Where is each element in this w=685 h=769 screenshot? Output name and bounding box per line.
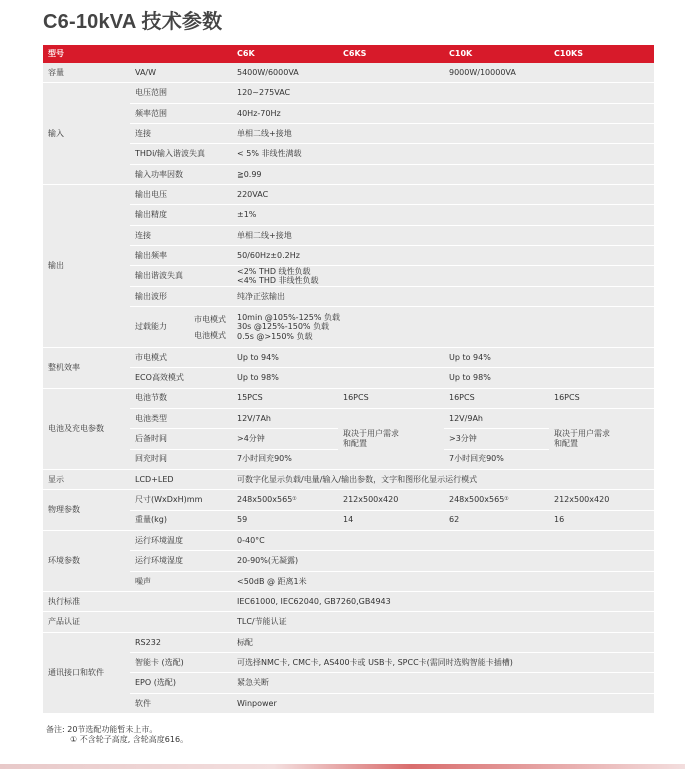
- cat-input: 输入: [43, 83, 130, 185]
- param-value: 15PCS: [232, 389, 338, 409]
- bottom-decor-bar: [0, 764, 685, 769]
- param-value: <50dB @ 距离1米: [232, 572, 654, 592]
- spec-table: [43, 45, 654, 714]
- param-value: 220VAC: [232, 185, 654, 205]
- param-value: <2% THD 线性负载 <4% THD 非线性负载: [232, 266, 654, 286]
- param-value: 标配: [232, 633, 654, 653]
- param-label: 输出波形: [130, 287, 232, 307]
- param-label: 输出精度: [130, 205, 232, 225]
- param-value: 5400W/6000VA: [232, 63, 444, 83]
- param-label: 输出电压: [130, 185, 232, 205]
- param-label: EPO (选配): [130, 673, 232, 693]
- param-value: 10min @105%-125% 负载 30s @125%-150% 负载 0.5s @>150% 负载: [232, 307, 654, 348]
- cat-efficiency: 整机效率: [43, 348, 130, 389]
- overload-cell: [130, 307, 232, 348]
- param-label: 重量(kg): [130, 511, 232, 531]
- param-label: ECO高效模式: [130, 368, 232, 388]
- param-value: >3分钟: [444, 429, 549, 449]
- param-value: 50/60Hz±0.2Hz: [232, 246, 654, 266]
- param-value: 14: [338, 511, 444, 531]
- param-value: 单相二线+接地: [232, 124, 654, 144]
- param-label: 过载能力: [135, 322, 167, 332]
- param-label: 输出频率: [130, 246, 232, 266]
- param-value: Winpower: [232, 694, 654, 714]
- size-c10k: 248x500x565 ①: [444, 490, 549, 510]
- param-label: 后备时间: [130, 429, 232, 449]
- param-value: Up to 98%: [232, 368, 444, 388]
- param-value: 16PCS: [549, 389, 654, 409]
- param-label: 噪声: [130, 572, 232, 592]
- header-model: 型号: [43, 45, 232, 63]
- cat-capacity: 容量: [43, 63, 130, 83]
- cat-display: 显示: [43, 470, 130, 490]
- param-value: < 5% 非线性满载: [232, 144, 654, 164]
- param-value: 取决于用户需求 和配置: [338, 409, 444, 470]
- param-label: 回充时间: [130, 450, 232, 470]
- size-c6k: 248x500x565 ①: [232, 490, 338, 510]
- param-value: 9000W/10000VA: [444, 63, 654, 83]
- param-value: 212x500x420: [549, 490, 654, 510]
- param-value: 16: [549, 511, 654, 531]
- param-label: 运行环境湿度: [130, 551, 232, 571]
- param-value: 62: [444, 511, 549, 531]
- param-value: 紧急关断: [232, 673, 654, 693]
- param-value: 59: [232, 511, 338, 531]
- param-label: 市电模式: [130, 348, 232, 368]
- param-value: 120~275VAC: [232, 83, 654, 103]
- param-label: 输出谐波失真: [130, 266, 232, 286]
- param-value: IEC61000, IEC62040, GB7260,GB4943: [232, 592, 654, 612]
- param-label: 运行环境温度: [130, 531, 232, 551]
- param-label: RS232: [130, 633, 232, 653]
- cat-standard: 执行标准: [43, 592, 232, 612]
- param-label: THDi/输入谐波失真: [130, 144, 232, 164]
- param-value: 7小时回充90%: [444, 450, 549, 470]
- param-value: 0-40°C: [232, 531, 654, 551]
- param-value: TLC/节能认证: [232, 612, 654, 632]
- param-value: >4分钟: [232, 429, 338, 449]
- footnote-line-2: ① 不含轮子高度, 含轮高度616。: [70, 735, 189, 744]
- param-value: Up to 94%: [232, 348, 444, 368]
- param-label: 连接: [130, 226, 232, 246]
- param-value: 单相二线+接地: [232, 226, 654, 246]
- param-value: 12V/9Ah: [444, 409, 549, 429]
- param-label: 软件: [130, 694, 232, 714]
- param-value: ≧0.99: [232, 165, 654, 185]
- param-label: 连接: [130, 124, 232, 144]
- cat-battery: 电池及充电参数: [43, 389, 130, 470]
- cat-physical: 物理参数: [43, 490, 130, 531]
- header-c6ks: C6KS: [338, 45, 444, 63]
- param-value: 12V/7Ah: [232, 409, 338, 429]
- param-label: LCD+LED: [130, 470, 232, 490]
- overload-mode-battery: 电池模式: [194, 331, 226, 341]
- param-value: 40Hz-70Hz: [232, 104, 654, 124]
- cat-certification: 产品认证: [43, 612, 232, 632]
- cat-output: 输出: [43, 185, 130, 348]
- param-value: 可选择NMC卡, CMC卡, AS400卡或 USB卡, SPCC卡(需同时选购智能卡插槽): [232, 653, 654, 673]
- overload-mode-mains: 市电模式: [194, 315, 226, 325]
- page-title: C6-10kVA 技术参数: [43, 11, 223, 33]
- footnote-line-1: 备注: 20节选配功能暂未上市。: [46, 725, 158, 734]
- param-value: Up to 94%: [444, 348, 654, 368]
- param-value: 16PCS: [444, 389, 549, 409]
- param-value: 纯净正弦输出: [232, 287, 654, 307]
- param-label: 频率范围: [130, 104, 232, 124]
- param-value: ±1%: [232, 205, 654, 225]
- param-value: 20-90%(无凝露): [232, 551, 654, 571]
- param-value: 取决于用户需求 和配置: [549, 409, 654, 470]
- header-c10k: C10K: [444, 45, 549, 63]
- param-value: 可数字化显示负载/电量/输入/输出参数，文字和图形化显示运行模式: [232, 470, 654, 490]
- header-c6k: C6K: [232, 45, 338, 63]
- param-value: 16PCS: [338, 389, 444, 409]
- param-value: 212x500x420: [338, 490, 444, 510]
- cat-comm: 通讯接口和软件: [43, 633, 130, 714]
- param-label: VA/W: [130, 63, 232, 83]
- cat-environment: 环境参数: [43, 531, 130, 592]
- header-c10ks: C10KS: [549, 45, 654, 63]
- param-label: 电压范围: [130, 83, 232, 103]
- param-label: 智能卡 (选配): [130, 653, 232, 673]
- param-value: Up to 98%: [444, 368, 654, 388]
- param-value: 7小时回充90%: [232, 450, 338, 470]
- footnote: [46, 725, 188, 745]
- param-label: 电池类型: [130, 409, 232, 429]
- param-label: 输入功率因数: [130, 165, 232, 185]
- param-label: 尺寸(WxDxH)mm: [130, 490, 232, 510]
- param-label: 电池节数: [130, 389, 232, 409]
